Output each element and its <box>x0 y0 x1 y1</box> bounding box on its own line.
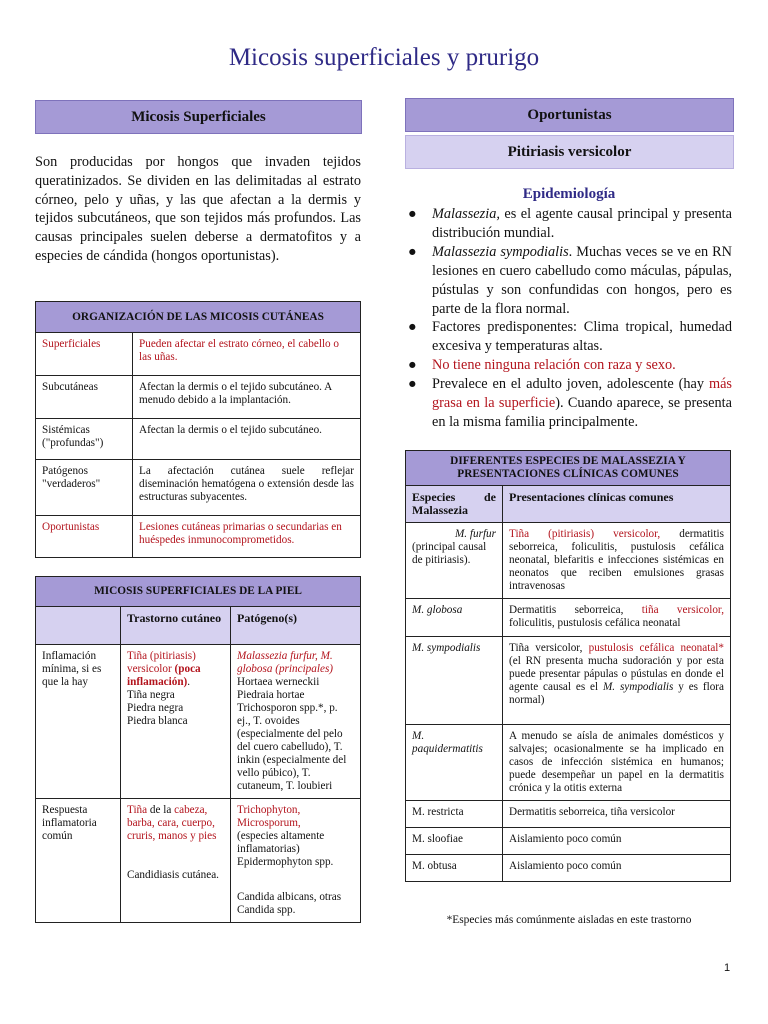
table-cell-trastorno <box>121 799 231 923</box>
text-line: Candidiasis cutánea. <box>127 869 219 881</box>
item-text: No tiene ninguna relación con raza y sexo. <box>432 357 676 374</box>
section-header-oportunistas: Oportunistas <box>405 98 734 132</box>
item-text: . Muchas veces se ve en RN lesiones en cuero cabelludo como máculas, pápulas, pústulas y son confundidas con hongos, pero es parte de la flora normal. <box>432 243 733 317</box>
subheader-pitiriasis: Pitiriasis versicolor <box>405 135 734 169</box>
table-cell-label: Respuesta inflamatoria común <box>36 799 121 923</box>
table-cell-presentation: Dermatitis seborreica, tiña versicolor <box>503 801 731 828</box>
epidemiology-list <box>404 205 732 432</box>
table-cell-species <box>406 637 503 725</box>
text-line: Piedraia hortae <box>237 689 305 701</box>
text-part: de la <box>149 804 172 816</box>
red-italic-text: Malassezia furfur, M. globosa (principales) <box>237 650 334 675</box>
table-cell-presentation <box>503 599 731 637</box>
table-header-empty <box>36 607 121 645</box>
red-text: tiña versicolor, <box>641 604 725 616</box>
red-text: pustulosis cefálica neonatal* <box>588 642 724 654</box>
table-footnote: *Especies más comúnmente aisladas en este trastorno <box>446 914 692 926</box>
item-text: es el agente causal principal y presenta distribución mundial. <box>432 206 733 241</box>
table-title: ORGANIZACIÓN DE LAS MICOSIS CUTÁNEAS <box>36 302 361 333</box>
table-header-especies: Especies de Malassezia <box>406 486 503 523</box>
table-cell-patogeno <box>231 645 361 799</box>
table-cell-text: Lesiones cutáneas primarias o secundarias en huéspedes inmunocomprometidos. <box>133 516 361 558</box>
epidemiologia-heading: Epidemiología <box>522 186 616 202</box>
red-text: Tiña (pitiriasis) versicolor, <box>509 528 661 540</box>
table-cell-patogeno <box>231 799 361 923</box>
table-cell-presentation <box>503 523 731 599</box>
table-cell-presentation: Aislamiento poco común <box>503 828 731 855</box>
text-line: (especies altamente inflamatorias) <box>237 830 325 855</box>
table-header-presentaciones: Presentaciones clínicas comunes <box>503 486 731 523</box>
item-text: ). Cuando aparece, se presenta en la misma familia principalmente. <box>432 395 732 430</box>
red-bold-text: (poca inflamación) <box>127 663 201 688</box>
text-line: Candida albicans, otras Candida spp. <box>237 891 342 916</box>
species-note: (principal causal de pitiriasis). <box>412 541 487 566</box>
table-cell-species <box>406 725 503 801</box>
red-text: más grasa en la superficie <box>432 376 732 412</box>
table-cell-presentation: A menudo se aísla de animales domésticos y salvajes; ocasionalmente se ha implicado en casos de infección sistémica en humanos; puede desempeñar un papel en la dermatitis crónica y la otitis externa <box>503 725 731 801</box>
table-cell-presentation: Aislamiento poco común <box>503 855 731 882</box>
text-line: Piedra negra <box>127 702 184 714</box>
presentation-text: (el RN presenta mucha sudoración y por esta puede presentar pápulas o pústulas en donde el agente causal es el <box>509 655 724 693</box>
list-item: ● Prevalece en el adulto joven, adolescente (hay más grasa en la superficie). Cuando aparece, se presenta en la misma familia principalmente. <box>408 376 732 430</box>
table-cell-text: Pueden afectar el estrato córneo, el cabello o las uñas. <box>133 333 361 376</box>
table-title: MICOSIS SUPERFICIALES DE LA PIEL <box>36 577 361 607</box>
table-cell-label: Superficiales <box>36 333 133 376</box>
text-line: Hortaea werneckii <box>237 676 320 688</box>
intro-paragraph: Son producidas por hongos que invaden tejidos queratinizados. Se dividen en las delimitadas al estrato córneo, pelo y uñas, y las que afectan a la dermis y tejidos subcutáneos, que son tejidos más profundos. Las causas principales suelen deberse a dermatofitos y a especies de cándida (hongos oportunistas). <box>35 154 361 264</box>
red-text: Tiña <box>127 804 148 816</box>
list-item: ● Malassezia sympodialis. Muchas veces se ve en RN lesiones en cuero cabelludo como máculas, pápulas, pústulas y son confundidas con hongos, pero es parte de la flora normal. <box>408 243 733 317</box>
species-name: M. globosa <box>412 604 463 616</box>
text-line: Piedra blanca <box>127 715 188 727</box>
table-header-trastorno: Trastorno cutáneo <box>121 607 231 645</box>
italic-text: M. sympodialis <box>602 681 674 693</box>
text-line: Trichosporon spp.*, p. ej., T. ovoides (especialmente del pelo del cuero cabelludo), T. inkin (especialmente del vello púbico), T. cutaneum, T. loubieri <box>237 702 347 792</box>
text-line: Epidermophyton spp. <box>237 856 334 868</box>
species-name: M. paquidermatitis <box>412 730 483 755</box>
table-cell-trastorno <box>121 645 231 799</box>
table-organizacion <box>35 301 361 558</box>
table-cell-label: Oportunistas <box>36 516 133 558</box>
presentation-text: Dermatitis seborreica, <box>509 604 624 616</box>
table-header-patogeno: Patógeno(s) <box>231 607 361 645</box>
table-cell-label: Subcutáneas <box>36 376 133 419</box>
list-item: ● Factores predisponentes: Clima tropical, humedad excesiva y temperaturas altas. <box>408 319 732 355</box>
presentation-text: y es flora normal) <box>509 681 724 706</box>
table-cell-species: M. obtusa <box>406 855 503 882</box>
text-line: Tiña negra <box>127 689 175 701</box>
table-cell-species <box>406 599 503 637</box>
species-name: M. sympodialis <box>412 642 481 654</box>
table-cell-presentation <box>503 637 731 725</box>
table-cell-species <box>406 523 503 599</box>
item-text: Factores predisponentes: Clima tropical, humedad excesiva y temperaturas altas. <box>432 319 732 355</box>
table-cell-species: M. restricta <box>406 801 503 828</box>
table-cell-text: Afectan la dermis o el tejido subcutáneo. A menudo debido a la implantación. <box>133 376 361 419</box>
red-text: Trichophyton, Microsporum, <box>237 804 301 829</box>
section-header-micosis: Micosis Superficiales <box>35 100 362 134</box>
table-cell-label: Patógenos "verdaderos" <box>36 460 133 516</box>
page-number: 1 <box>724 962 731 974</box>
italic-text: Malassezia sympodialis <box>432 243 569 260</box>
table-title: DIFERENTES ESPECIES DE MALASSEZIA Y PRESENTACIONES CLÍNICAS COMUNES <box>406 451 731 486</box>
species-name: M. furfur <box>454 528 496 540</box>
presentation-text: Tiña versicolor, <box>509 642 583 654</box>
presentation-text: foliculitis, pustulosis cefálica neonatal <box>509 617 681 629</box>
table-micosis-piel <box>35 576 361 923</box>
list-item: ● Malassezia, es el agente causal principal y presenta distribución mundial. <box>408 206 733 241</box>
italic-text: Malassezia, <box>432 206 500 222</box>
list-item: ● No tiene ninguna relación con raza y sexo. <box>408 357 676 374</box>
table-malassezia <box>405 450 731 882</box>
table-cell-text: La afectación cutánea suele reflejar diseminación hematógena o extensión desde las estructuras subyacentes. <box>133 460 361 516</box>
punct: . <box>187 676 191 688</box>
table-cell-species: M. sloofiae <box>406 828 503 855</box>
table-cell-label: Sistémicas ("profundas") <box>36 419 133 460</box>
page-title: Micosis superficiales y prurigo <box>228 44 540 71</box>
red-text: Tiña (pitiriasis) versicolor <box>127 650 196 675</box>
table-cell-label: Inflamación mínima, si es que la hay <box>36 645 121 799</box>
red-text: cabeza, barba, cara, cuerpo, cruris, manos y pies <box>127 804 217 842</box>
table-cell-text: Afectan la dermis o el tejido subcutáneo. <box>133 419 361 460</box>
presentation-text: dermatitis seborreica, foliculitis, pustulosis cefálica neonatal, blefaritis e infecciones sistémicas en neonatos que reciben emulsiones grasas intravenosas <box>509 528 724 592</box>
item-text: Prevalece en el adulto joven, adolescente (hay <box>432 376 705 393</box>
